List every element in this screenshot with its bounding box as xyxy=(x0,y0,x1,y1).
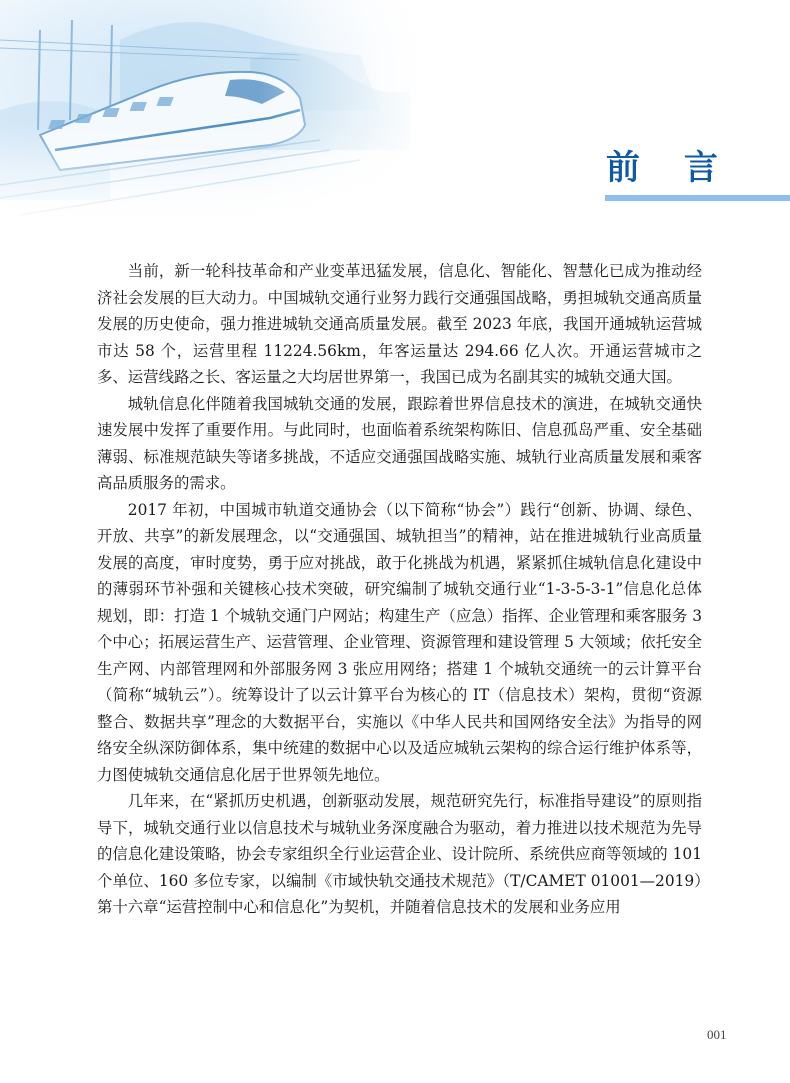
title-underline xyxy=(605,195,790,201)
paragraph: 2017 年初，中国城市轨道交通协会（以下简称“协会”）践行“创新、协调、绿色、开放、共享”的新发展理念，以“交通强国、城轨担当”的精神，站在推进城轨行业高质量发展的高度，审时度势，勇于应对挑战，敢于化挑战为机遇，紧紧抓住城轨信息化建设中的薄弱环节补强和关键核心技术突破，研究编制了城轨交通行业“1-3-5-3-1”信息化总体规划，即：打造 1 个城轨交通门户网站；构建生产（应急）指挥、企业管理和乘客服务 3 个中心；拓展运营生产、运营管理、企业管理、资源管理和建设管理 5 大领域；依托安全生产网、内部管理网和外部服务网 3 张应用网络；搭建 1 个城轨交通统一的云计算平台（简称“城轨云”）。统筹设计了以云计算平台为核心的 IT（信息技术）架构，贯彻“资源整合、数据共享”理念的大数据平台，实施以《中华人民共和国网络安全法》为指导的网络安全纵深防御体系，集中统建的数据中心以及适应城轨云架构的综合运行维护体系等，力图使城轨交通信息化居于世界领先地位。 xyxy=(97,500,702,784)
paragraph: 几年来，在“紧抓历史机遇，创新驱动发展，规范研究先行，标准指导建设”的原则指导下，城轨交通行业以信息技术与城轨业务深度融合为驱动，着力推进以技术规范为先导的信息化建设策略，协会专家组织全行业运营企业、设计院所、系统供应商等领域的 101 个单位、160 多位专家，以编制《市域快轨交通技术规范》（T/CAMET 01001—2019）第十六章“运营控制中心和信息化”为契机，并随着信息技术的发展和业务应用 xyxy=(97,792,702,916)
page-number: 001 xyxy=(707,1027,727,1042)
paragraph: 城轨信息化伴随着我国城轨交通的发展，跟踪着世界信息技术的演进，在城轨交通快速发展中发挥了重要作用。与此同时，也面临着系统架构陈旧、信息孤岛严重、安全基础薄弱、标准规范缺失等诸多挑战，不适应交通强国战略实施、城轨行业高质量发展和乘客高品质服务的需求。 xyxy=(97,394,702,492)
paragraph: 当前，新一轮科技革命和产业变革迅猛发展，信息化、智能化、智慧化已成为推动经济社会发展的巨大动力。中国城轨交通行业努力践行交通强国战略，勇担城轨交通高质量发展的历史使命，强力推进城轨交通高质量发展。截至 2023 年底，我国开通城轨运营城市达 58 个，运营里程 11224.56km，年客运量达 294.66 亿人次。开通运营城市之多、运营线路之长、客运量之大均居世界第一，我国已成为名副其实的城轨交通大国。 xyxy=(97,262,702,386)
train-illustration xyxy=(0,0,430,225)
body-text xyxy=(97,258,702,921)
page-title: 前 言 xyxy=(606,148,734,188)
